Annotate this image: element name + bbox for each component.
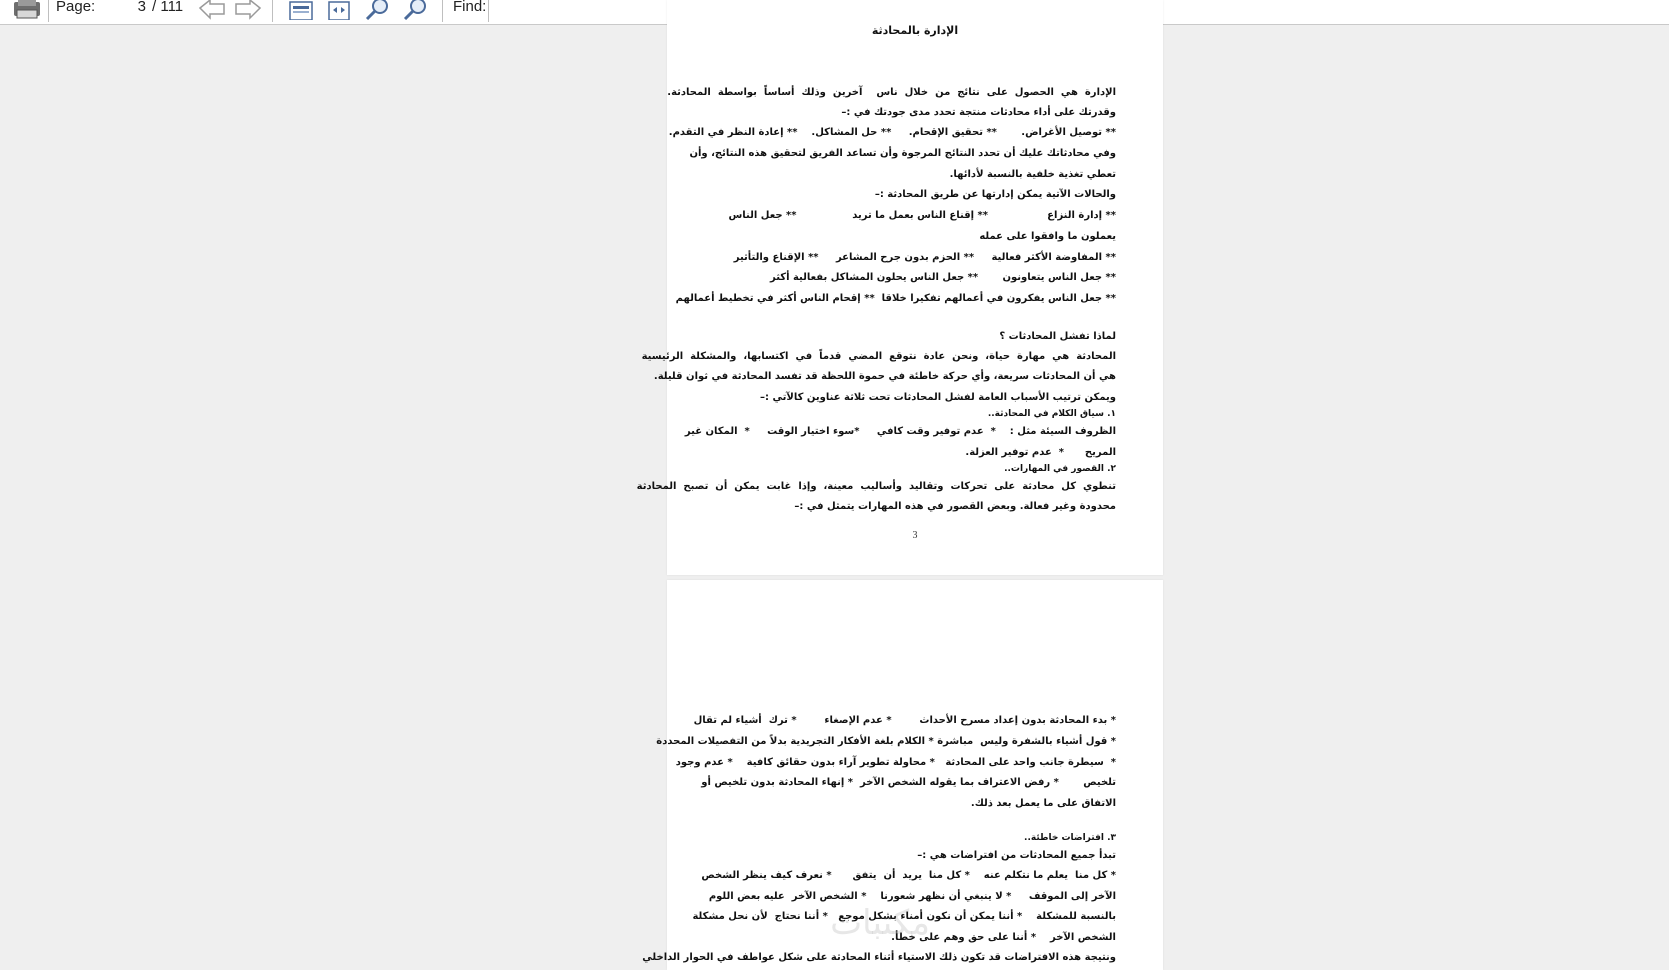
- text-line: ويمكن ترتيب الأسباب العامة لفشل المحادثات تحت ثلاثة عناوين كالآتي :–: [760, 392, 1116, 403]
- numbered-heading: ٣. افتراضات خاطئة..: [1024, 833, 1116, 843]
- text-line: ** جعل الناس يفكرون في أعمالهم تفكيرا خلاقا ** إقحام الناس أكثر في تخطيط أعمالهم: [675, 293, 1116, 304]
- numbered-heading: ٢. القصور في المهارات..: [1004, 464, 1116, 474]
- print-icon[interactable]: [10, 0, 44, 20]
- text-line: الشخص الآخر * أننا على حق وهم على خطأ.: [891, 932, 1116, 943]
- text-line: وفي محادثاتك عليك أن تحدد النتائج المرجوة وأن تساعد الفريق لتحقيق هذه النتائج، وأن: [689, 148, 1116, 159]
- page-label: Page:: [56, 0, 96, 15]
- text-line: * سيطرة جانب واحد على المحادثة * محاولة تطوير آراء بدون حقائق كافية * عدم وجود: [675, 757, 1116, 768]
- text-line: والحالات الآتية يمكن إدارتها عن طريق المحادثة :–: [874, 189, 1116, 200]
- text-line: يعملون ما وافقوا على عمله: [979, 231, 1116, 242]
- toolbar-separator: [442, 0, 443, 22]
- section-heading: لماذا تفشل المحادثات ؟: [999, 331, 1116, 342]
- text-line: محدودة وغير فعالة. وبعض القصور في هذه المهارات يتمثل في :–: [794, 501, 1116, 512]
- text-line: تنطوي كل محادثة على تحركات وتقاليد وأساليب معينة، وإذا غابت يمكن أن تصبح المحادثة: [636, 481, 1116, 492]
- text-line: تلخيص * رفض الاعتراف بما يقوله الشخص الآخر * إنهاء المحادثة بدون تلخيص أو: [701, 777, 1116, 788]
- text-line: ** المفاوضة الأكثر فعالية ** الحزم بدون جرح المشاعر ** الإقناع والتأثير: [733, 252, 1116, 263]
- numbered-heading: ١. سياق الكلام في المحادثة..: [987, 409, 1116, 419]
- text-line: هي أن المحادثات سريعة، وأي حركة خاطئة في حموة اللحظة قد تفسد المحادثة في ثوان قليلة.: [653, 371, 1116, 382]
- fit-width-icon[interactable]: [324, 0, 354, 20]
- text-line: الإدارة هي الحصول على نتائج من خلال ناس آخرين وذلك أساساً بواسطة المحادثة.: [667, 87, 1116, 98]
- fit-page-icon[interactable]: [286, 0, 316, 20]
- page-title: الإدارة بالمحادثة: [871, 24, 959, 37]
- text-line: ** جعل الناس يتعاونون ** جعل الناس يحلون المشاكل بفعالية أكثر: [769, 272, 1116, 283]
- text-line: ** إدارة النزاع ** إقناع الناس بعمل ما تريد ** جعل الناس: [728, 210, 1116, 221]
- text-line: تبدأ جميع المحادثات من افتراضات هي :–: [917, 850, 1116, 861]
- watermark-logo: مكتبات: [830, 903, 930, 943]
- text-line: ونتيجة هذه الافتراضات قد تكون ذلك الاستياء أثناء المحادثة على شكل عواطف في الحوار الداخلي: [642, 952, 1116, 963]
- text-line: * كل منا يعلم ما نتكلم عنه * كل منا يريد أن يتفق * نعرف كيف ينظر الشخص: [701, 870, 1116, 881]
- document-page: [636, 0, 1163, 575]
- text-line: تعطي تغذية خلفية بالنسبة لأدائها.: [949, 169, 1116, 180]
- text-line: ** توصيل الأغراض. ** تحقيق الإقحام. ** حل المشاكل. ** إعادة النظر في التقدم.: [668, 127, 1116, 138]
- text-line: المحادثة هي مهارة حياة، ونحن عادة نتوقع المضي قدماً في اكتسابها، والمشكلة الرئيسية: [641, 351, 1116, 362]
- page-total: / 111: [152, 0, 184, 15]
- text-line: * بدء المحادثة بدون إعداد مسرح الأحداث * عدم الإصغاء * ترك أشياء لم تقال: [693, 715, 1116, 726]
- toolbar-separator: [488, 0, 489, 22]
- text-line: الظروف السيئة مثل : * عدم توفير وقت كافي *سوء اختيار الوقت * المكان غير: [684, 426, 1116, 437]
- zoom-out-icon[interactable]: [400, 0, 432, 20]
- prev-page-icon[interactable]: [196, 0, 228, 20]
- toolbar-separator: [48, 0, 49, 22]
- toolbar-separator: [272, 0, 273, 22]
- text-line: بالنسبة للمشكلة * أننا يمكن أن نكون أمناء بشكل موجع * أننا نحتاج لأن نحل مشكلة: [692, 911, 1116, 922]
- page-number: 3: [912, 530, 918, 541]
- next-page-icon[interactable]: [232, 0, 264, 20]
- text-line: * قول أشياء بالشفرة وليس مباشرة * الكلام بلغة الأفكار التجريدية بدلاً من التفصيلات المحددة: [656, 736, 1116, 747]
- text-line: المريح * عدم توفير العزلة.: [965, 447, 1116, 458]
- page-number-input[interactable]: [100, 0, 146, 14]
- text-line: الآخر إلى الموقف * لا ينبغي أن نظهر شعورنا * الشخص الآخر عليه بعض اللوم: [708, 891, 1116, 902]
- text-line: وقدرتك على أداء محادثات منتجة تحدد مدى جودتك في :–: [841, 107, 1116, 118]
- find-input[interactable]: [492, 0, 662, 14]
- find-label: Find:: [453, 0, 487, 15]
- zoom-in-icon[interactable]: [362, 0, 394, 20]
- text-line: الاتفاق على ما يعمل بعد ذلك.: [970, 798, 1116, 809]
